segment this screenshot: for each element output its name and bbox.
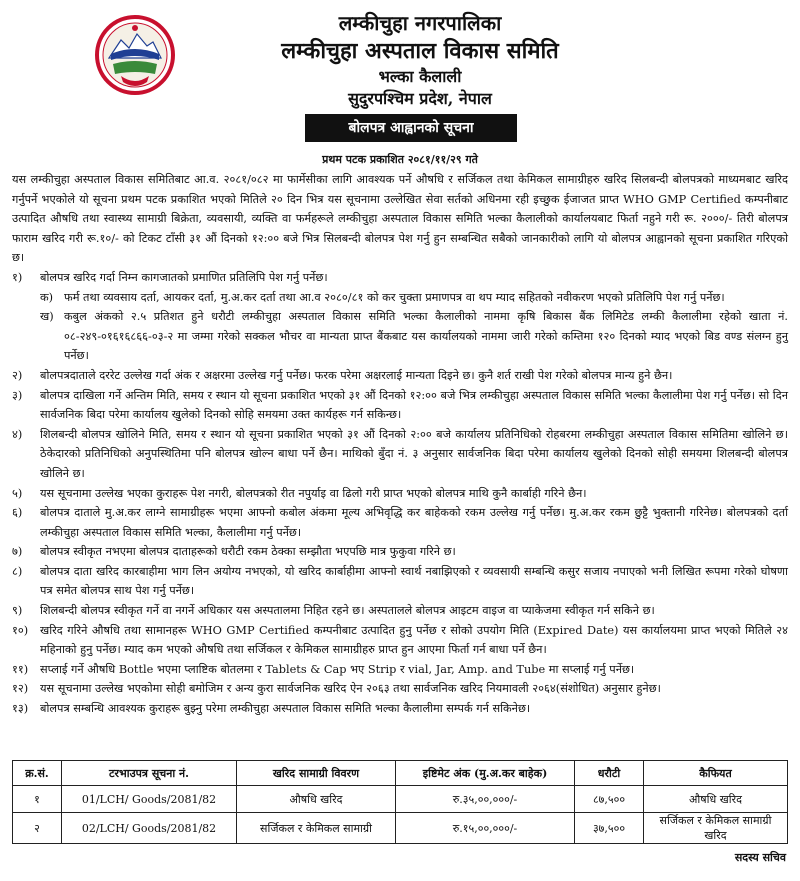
condition-number: १०) (12, 623, 29, 637)
condition-item (12, 699, 788, 719)
condition-item (12, 679, 788, 699)
municipality-name: लम्कीचुहा नगरपालिका (338, 11, 502, 35)
condition-number: २) (12, 368, 23, 382)
condition-text: शिलबन्दी बोलपत्र स्वीकृत गर्ने वा नगर्ने अधिकार यस अस्पतालमा निहित रहने छ। अस्पतालले बोलपत्र आइटम वाइज वा प्याकेजमा स्वीकृत गर्न सकिने छ। (40, 604, 655, 618)
condition-number: १) (12, 270, 23, 284)
notice-body (12, 170, 788, 719)
col-serial: क्र.सं. (13, 761, 62, 786)
condition-number: ४) (12, 427, 23, 441)
condition-text: बोलपत्र दाताले मु.अ.कर लाग्ने सामाग्रीहरू भएमा आफ्नो कबोल अंकमा मूल्य अभिवृद्धि कर बाहेकको रकम उल्लेख गर्नु पर्नेछ। मु.अ.कर रकम छुट्टै भुक्तानी गरिनेछ। बोलपत्रको दर्ता लम्कीचुहा अस्पताल विकास समिति भल्का, कैलालीमा गर्नु पर्नेछ। (40, 506, 788, 539)
condition-item (12, 562, 788, 601)
cell-notice-no: 02/LCH/ Goods/2081/82 (62, 813, 237, 844)
condition-text: शिलबन्दी बोलपत्र खोलिने मिति, समय र स्थान यो सूचना प्रकाशित भएको ३१ औं दिनको २:०० बजे कार्यालय प्रतिनिधिको रोहबरमा लम्कीचुहा अस्पताल विकास समितिमा खोलिने छ। ठेकेदारको प्रतिनिधिको अनुपस्थितिमा पनि बोलपत्र खोल्न बाधा पर्ने छैन। माथिको बुँदा नं. ३ अनुसार सार्वजनिक बिदा परेमा कार्यालय खुलेको दिनको सोही समयमा शिलबन्दी बोलपत्र खोलिने छ। (40, 427, 788, 480)
committee-name: लम्कीचुहा अस्पताल विकास समिति (281, 38, 559, 64)
condition-text: बोलपत्र दाखिला गर्ने अन्तिम मिति, समय र स्थान यो सूचना प्रकाशित भएको ३१ औं दिनको १२:०० बजे भित्र लम्कीचुहा अस्पताल विकास समिति भल्का कैलालीमा पेश गर्नु पर्नेछ। सो दिन सार्वजनिक बिदा परेमा कार्यालय खुलेको दिनको सोहि समयमा उक्त कार्यहरू गर्न सकिन्छ। (40, 388, 788, 422)
signature-title: सदस्य सचिव (734, 851, 786, 864)
condition-text: बोलपत्र सम्बन्धि आवश्यक कुराहरू बुझ्नु परेमा लम्कीचुहा अस्पताल विकास समिति भल्का कैलालीमा सम्पर्क गर्न सकिनेछ। (40, 702, 531, 716)
condition-text: बोलपत्र खरिद गर्दा निम्न कागजातको प्रमाणित प्रतिलिपि पेश गर्नु पर्नेछ। (40, 270, 328, 284)
condition-item (12, 425, 788, 484)
condition-text: सप्लाई गर्ने औषधि Bottle भएमा प्लाष्टिक बोतलमा र Tablets & Cap भए Strip र vial, Jar, Amp. and Tube मा सप्लाई गर्नु पर्नेछ। (40, 662, 635, 676)
col-remarks: कैफियत (644, 761, 788, 786)
cell-description: औषधि खरिद (237, 786, 396, 813)
condition-item (12, 366, 788, 386)
cell-serial: २ (13, 813, 62, 844)
condition-text: बोलपत्र स्वीकृत नभएमा बोलपत्र दाताहरूको धरौटी रकम ठेक्का सम्झौता भएपछि मात्र फुकुवा गरिने छ। (40, 545, 456, 559)
col-description: खरिद सामाग्री विवरण (237, 761, 396, 786)
condition-number: ख) (40, 310, 54, 324)
header (0, 0, 800, 112)
cell-remarks: औषधि खरिद (644, 786, 788, 813)
col-estimate: इष्टिमेट अंक (मु.अ.कर बाहेक) (396, 761, 575, 786)
table-row (13, 786, 788, 813)
tender-table (12, 760, 788, 844)
condition-item (12, 268, 788, 288)
condition-number: ८) (12, 564, 23, 578)
conditions-list (12, 268, 788, 719)
condition-number: ६) (12, 506, 23, 520)
cell-serial: १ (13, 786, 62, 813)
condition-number: १२) (12, 682, 29, 696)
cell-estimate: रु.१५,००,०००/- (396, 813, 575, 844)
condition-text: यस सूचनामा उल्लेख भएकोमा सोही बमोजिम र अन्य कुरा सार्वजनिक खरिद ऐन २०६३ तथा सार्वजनिक खरिद नियमावली २०६४(संशोधित) अनुसार हुनेछ। (40, 682, 661, 696)
province-line: सुदुरपश्चिम प्रदेश, नेपाल (348, 89, 492, 108)
condition-number: क) (40, 290, 54, 304)
cell-description: सर्जिकल र केमिकल सामाग्री (237, 813, 396, 844)
condition-item (12, 503, 788, 542)
location-line: भल्का कैलाली (378, 67, 462, 86)
published-date: प्रथम पटक प्रकाशित २०८१/११/२९ गते (322, 153, 478, 166)
header-titles (0, 10, 800, 110)
condition-item (12, 484, 788, 504)
condition-text: खरिद गरिने औषधि तथा सामानहरू WHO GMP Certified कम्पनीबाट उत्पादित हुनु पर्नेछ र सोको उपयोग मिति (Expired Date) यस कार्यालयमा प्राप्त भएको मितिले २४ महिनाको हुनु पर्नेछ। म्याद कम भएको औषधि तथा सर्जिकल र केमिकल सामाग्रीहरु प्राप्त हुन आएमा फिर्ता गर्न बाधा पर्ने छैन। (40, 623, 788, 657)
cell-deposit: ३७,५०० (575, 813, 644, 844)
condition-number: ७) (12, 545, 23, 559)
condition-sub-item (40, 288, 788, 308)
condition-number: ३) (12, 388, 23, 402)
condition-number: १३) (12, 702, 29, 716)
condition-item (12, 542, 788, 562)
condition-item (12, 386, 788, 425)
condition-item (12, 660, 788, 680)
table-row (13, 813, 788, 844)
condition-item (12, 601, 788, 621)
col-deposit: धरौटी (575, 761, 644, 786)
condition-text: यस सूचनामा उल्लेख भएका कुराहरू पेश नगरी, बोलपत्रको रीत नपुर्याइ वा ढिलो गरी प्राप्त भएको बोलपत्र माथि कुनै कार्बाही गरिने छैन। (40, 486, 587, 500)
condition-number: ५) (12, 486, 23, 500)
table-header-row (13, 761, 788, 786)
cell-estimate: रु.३५,००,०००/- (396, 786, 575, 813)
condition-item (12, 621, 788, 660)
notice-title-banner: बोलपत्र आह्वानको सूचना (305, 114, 517, 142)
condition-text: बोलपत्रदाताले दररेट उल्लेख गर्दा अंक र अक्षरमा उल्लेख गर्नु पर्नेछ। फरक परेमा अक्षरलाई मान्यता दिइने छ। कुनै शर्त राखी पेश गरेको बोलपत्र मान्य हुने छैन। (40, 368, 673, 382)
condition-text: बोलपत्र दाता खरिद कारबाहीमा भाग लिन अयोग्य नभएको, यो खरिद कार्बाहीमा आफ्नो स्वार्थ नबाझिएको र व्यवसायी सम्बन्धि कसुर सजाय नपाएको भनी लिखित रूपमा गरेको घोषणा पत्र समेत बोलपत्र साथ पेश गर्नु पर्नेछ। (40, 564, 788, 598)
intro-paragraph: यस लम्कीचुहा अस्पताल विकास समितिबाट आ.व. २०८१/०८२ मा फार्मेसीका लागि आवश्यक पर्ने औषधि र सर्जिकल तथा केमिकल सामाग्रीहरु खरिद सिलबन्दी बोलपत्रको माध्यमबाट खरिद गर्नुपर्ने भएकोले यो सूचना प्रथम पटक प्रकाशित भएको मितिले २० दिन भित्र यस सूचनामा उल्लेखित सेवा सर्तको अधिनमा रही इच्छुक ईजाजत प्राप्त WHO GMP Certified कम्पनीबाट उत्पादित औषधि तथा स्वास्थ्य सामाग्री बिक्रेता, व्यवसायी, व्यक्ति वा फर्महरूले लम्कीचुहा अस्पताल विकास समिति भल्का कैलालीको कार्यालयबाट फिर्ता नहुने गरी रू. २०००/- तिरी बोलपत्र फाराम खरिद गरी रू.१०/- को टिकट टाँसी ३१ औं दिनको १२:०० बजे भित्र सिलबन्दी बोलपत्र पेश गर्नु हुन सम्बन्धित सबैको जानकारीको लागि यो बोलपत्र आह्वानको सूचना प्रकाशित गरिएको छ। (12, 173, 788, 265)
cell-deposit: ८७,५०० (575, 786, 644, 813)
condition-text: कबुल अंकको २.५ प्रतिशत हुने धरौटी लम्कीचुहा अस्पताल विकास समिति भल्का कैलालीको नाममा कृषि बिकास बैंक लिमिटेड लम्की कैलालीमा रहेको खाता नं. ०८-२४९-०१६१६८६६-०३-२ मा जम्मा गरेको सक्कल भौचर वा मान्यता प्राप्त बैंकबाट यस कार्यालयको नाममा जारी गरेको कम्तिमा १२० दिनको म्याद भएको बिड वण्ड संलग्न हुनु पर्नेछ। (64, 310, 788, 363)
condition-sub-item (40, 307, 788, 366)
condition-number: ११) (12, 662, 29, 676)
cell-remarks: सर्जिकल र केमिकल सामाग्री खरिद (644, 813, 788, 844)
col-notice-no: टरभाउपत्र सूचना नं. (62, 761, 237, 786)
condition-number: ९) (12, 604, 23, 618)
cell-notice-no: 01/LCH/ Goods/2081/82 (62, 786, 237, 813)
condition-text: फर्म तथा व्यवसाय दर्ता, आयकर दर्ता, मु.अ.कर दर्ता तथा आ.व २०८०/८१ को कर चुक्ता प्रमाणपत्र वा थप म्याद सहितको नवीकरण भएको प्रतिलिपि पेश गर्नु पर्नेछ। (64, 290, 725, 304)
